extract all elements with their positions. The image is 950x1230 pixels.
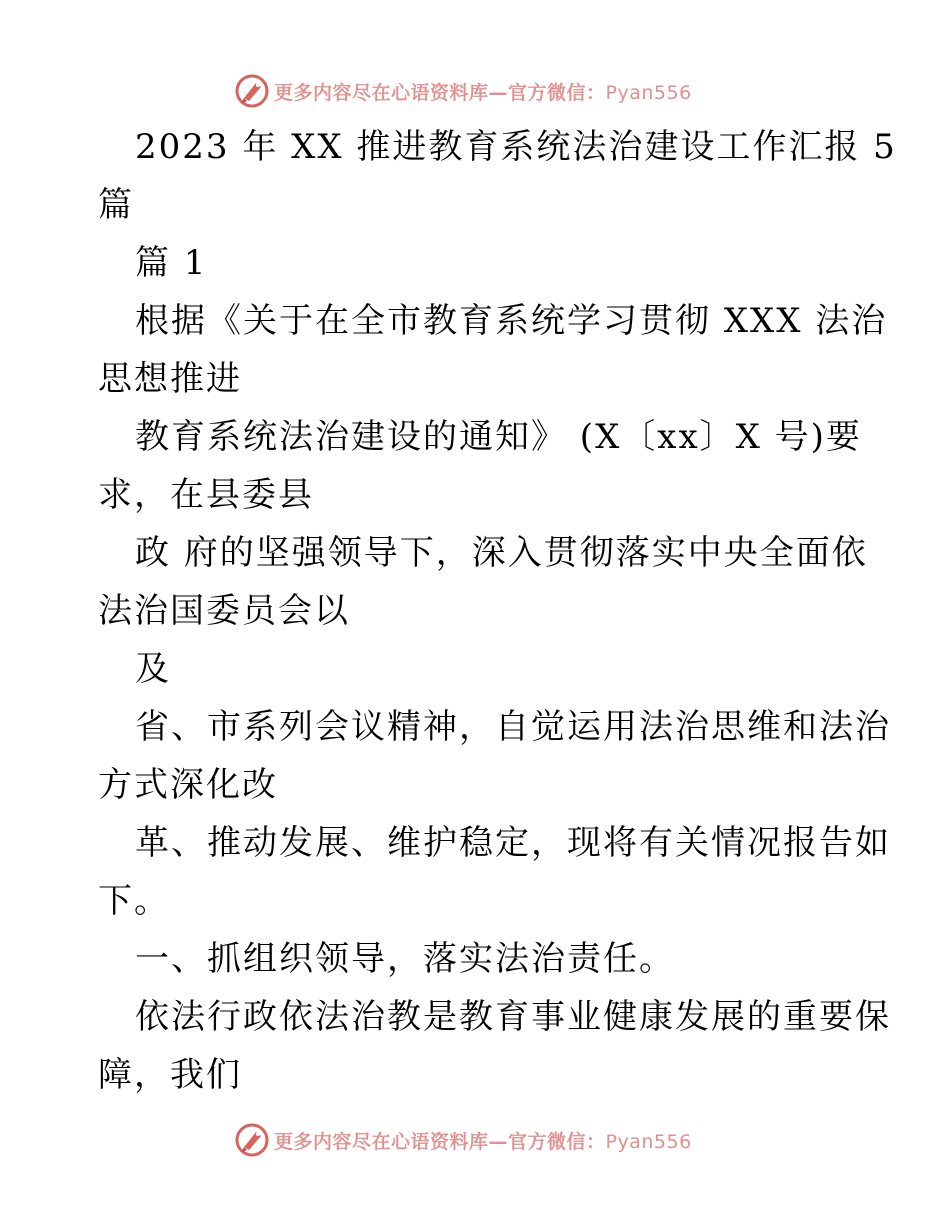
paragraph-line: 政 府的坚强领导下，深入贯彻落实中央全面依 [135,533,868,573]
title-line-2: 篇 [98,185,134,225]
pen-circle-logo-icon [234,73,270,109]
header-watermark-banner [234,73,714,109]
paragraph-line: 及 [135,649,171,689]
paragraph-line: 依法行政依法治教是教育事业健康发展的重要保 [135,997,891,1037]
footer-watermark-handle: Pyan556 [605,1130,692,1153]
subheading-line: 一、抓组织领导，落实法治责任。 [135,939,675,979]
paragraph-line: 革、推动发展、维护稳定，现将有关情况报告如 [135,823,891,863]
pen-circle-logo-icon [234,1122,270,1158]
section-heading: 篇 1 [135,243,208,283]
title-line-1: 2023 年 XX 推进教育系统法治建设工作汇报 5 [135,127,897,167]
paragraph-line: 思想推进 [98,359,242,399]
paragraph-line: 方式深化改 [98,765,278,805]
document-body [98,118,897,1104]
paragraph-line: 法治国委员会以 [98,591,350,631]
footer-watermark-banner [234,1122,714,1158]
paragraph-line: 根据《关于在全市教育系统学习贯彻 XXX 法治 [135,301,888,341]
footer-watermark-text: 更多内容尽在心语资料库—官方微信：Pyan556 [274,1130,692,1153]
header-watermark-handle: Pyan556 [605,81,692,104]
header-watermark-text: 更多内容尽在心语资料库—官方微信：Pyan556 [274,81,692,104]
paragraph-line: 省、市系列会议精神，自觉运用法治思维和法治 [135,707,891,747]
paragraph-line: 教育系统法治建设的通知》 (X〔xx〕X 号)要 [135,417,862,457]
paragraph-line: 求，在县委县 [98,475,314,515]
paragraph-line: 障，我们 [98,1055,242,1095]
paragraph-line: 下。 [98,881,170,921]
